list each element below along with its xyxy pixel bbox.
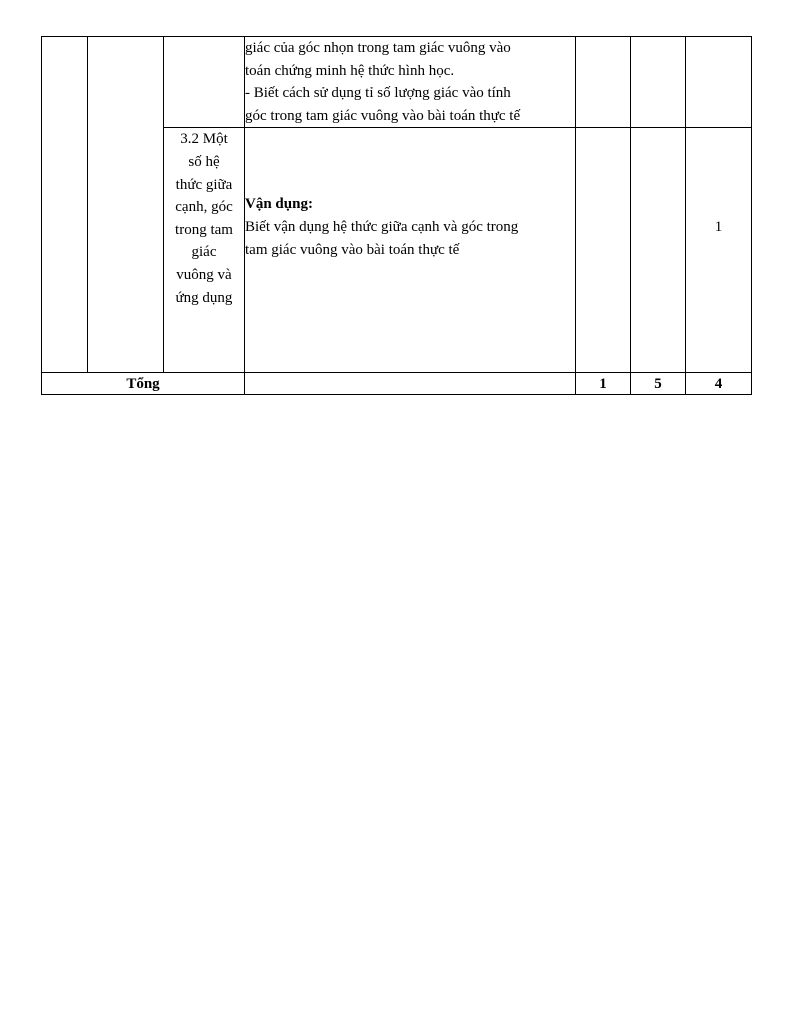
- subtopic-line: cạnh, góc: [175, 199, 233, 216]
- subtopic-cell: [164, 128, 245, 373]
- requirement-line: tam giác vuông vào bài toán thực tế: [245, 241, 460, 258]
- count-cell-th: [631, 37, 686, 128]
- spec-table: [41, 36, 752, 395]
- topic-number-cell: [42, 37, 88, 373]
- count-value: 1: [714, 219, 723, 236]
- topic-cell: [88, 37, 164, 373]
- subtopic-line: vuông và: [176, 266, 232, 283]
- table-row: [42, 37, 752, 128]
- subtopic-line: 3.2 Một: [180, 131, 228, 148]
- subtopic-line: số hệ: [188, 153, 220, 170]
- total-empty-cell: [245, 373, 576, 395]
- total-nb: 1: [576, 373, 631, 395]
- subtopic-line: thức giữa: [175, 176, 233, 193]
- requirement-line: Biết vận dụng hệ thức giữa cạnh và góc trong: [245, 218, 519, 235]
- requirement-line: toán chứng minh hệ thức hình học.: [245, 62, 455, 79]
- subtopic-line: ứng dụng: [175, 289, 233, 306]
- total-label: Tổng: [42, 373, 245, 395]
- requirement-cell: [245, 37, 576, 128]
- count-cell-vd: [686, 128, 752, 373]
- requirement-level-label: Vận dụng:: [245, 196, 313, 213]
- count-cell-th: [631, 128, 686, 373]
- total-row: [42, 373, 752, 395]
- requirement-line: giác của góc nhọn trong tam giác vuông vào: [245, 40, 511, 56]
- count-cell-nb: [576, 37, 631, 128]
- total-th: 5: [631, 373, 686, 395]
- count-cell-nb: [576, 128, 631, 373]
- subtopic-line: giác: [191, 244, 217, 261]
- subtopic-cell: [164, 37, 245, 128]
- requirement-line: - Biết cách sử dụng tỉ số lượng giác vào tính: [245, 85, 511, 102]
- subtopic-line: trong tam: [175, 221, 233, 238]
- requirement-cell: [245, 128, 576, 373]
- count-cell-vd: [686, 37, 752, 128]
- requirement-line: góc trong tam giác vuông vào bài toán thực tế: [245, 107, 521, 124]
- total-vd: 4: [686, 373, 752, 395]
